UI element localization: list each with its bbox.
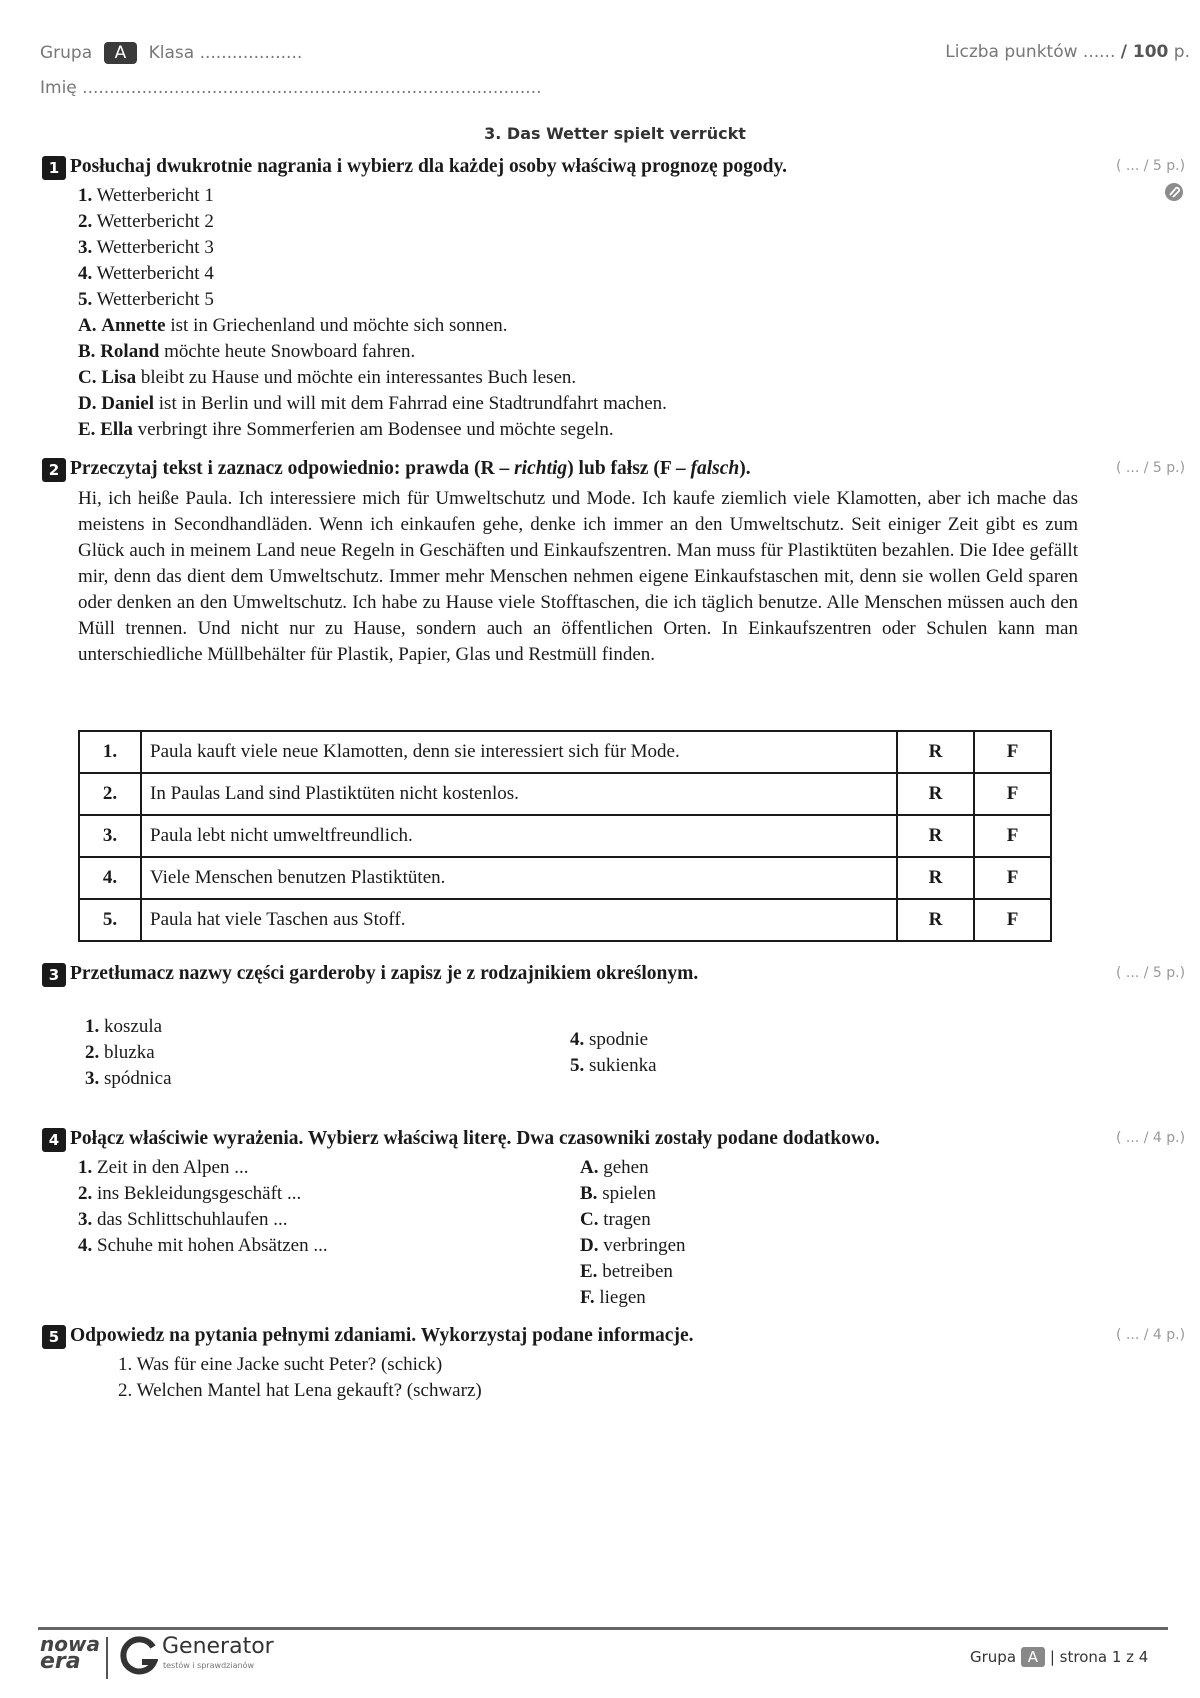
falsch-option[interactable]: F — [974, 815, 1051, 857]
list-item: 5. Wetterbericht 5 — [78, 289, 214, 310]
list-item: 4. Schuhe mit hohen Absätzen ... — [78, 1235, 328, 1256]
task-points: ( ... / 5 p.) — [1116, 460, 1186, 476]
richtig-option[interactable]: R — [897, 857, 974, 899]
task-5-questions — [118, 1352, 482, 1404]
task-points: ( ... / 5 p.) — [1116, 158, 1186, 174]
nowa-era-logo: nowa era — [40, 1632, 100, 1674]
list-item: 1. koszula — [85, 1016, 163, 1037]
list-item: 5. sukienka — [570, 1055, 657, 1076]
footer-page-number: | strona 1 z 4 — [1049, 1648, 1149, 1666]
list-item: 2. Wetterbericht 2 — [78, 211, 214, 232]
list-item: 4. Wetterbericht 4 — [78, 263, 214, 284]
list-item: 2. Welchen Mantel hat Lena gekauft? (schwarz) — [118, 1380, 482, 1401]
class-label: Klasa — [148, 43, 195, 63]
falsch-option[interactable]: F — [974, 899, 1051, 941]
richtig-option[interactable]: R — [897, 899, 974, 941]
name-dots[interactable]: ..................................................................................... — [82, 78, 542, 98]
points-dots[interactable]: ...... — [1082, 42, 1116, 62]
list-item: C. Lisa bleibt zu Hause und möchte ein interessantes Buch lesen. — [78, 367, 577, 388]
list-item: 3. spódnica — [85, 1068, 172, 1089]
list-item: 1. Wetterbericht 1 — [78, 185, 214, 206]
task-2-header — [42, 458, 751, 482]
task-instruction: Przetłumacz nazwy części garderoby i zapisz je z rodzajnikiem określonym. — [70, 963, 699, 984]
list-item: 2. bluzka — [85, 1042, 155, 1063]
points-label: Liczba punktów — [945, 42, 1078, 62]
name-label: Imię — [40, 78, 77, 98]
richtig-option[interactable]: R — [897, 773, 974, 815]
list-item: 1. Was für eine Jacke sucht Peter? (schick) — [118, 1354, 443, 1375]
falsch-option[interactable]: F — [974, 731, 1051, 773]
richtig-option[interactable]: R — [897, 731, 974, 773]
points-suffix: p. — [1173, 42, 1190, 62]
task-4-header — [42, 1128, 880, 1152]
name-field — [40, 78, 542, 98]
generator-logo-subtitle: testów i sprawdzianów — [163, 1661, 254, 1670]
table-row: 2. In Paulas Land sind Plastiktüten nicht kostenlos. R F — [79, 773, 1051, 815]
group-badge: A — [104, 42, 138, 64]
list-item: 3. das Schlittschuhlaufen ... — [78, 1209, 288, 1230]
list-item: C. tragen — [580, 1209, 651, 1230]
footer-logo-divider — [106, 1637, 108, 1679]
table-row: 5. Paula hat viele Taschen aus Stoff. R F — [79, 899, 1051, 941]
task-3-header — [42, 963, 698, 987]
generator-logo-icon — [120, 1636, 158, 1683]
task-instruction: Posłuchaj dwukrotnie nagrania i wybierz dla każdej osoby właściwą prognozę pogody. — [70, 156, 788, 177]
falsch-option[interactable]: F — [974, 857, 1051, 899]
task-number-badge: 2 — [42, 458, 66, 482]
list-item: 2. ins Bekleidungsgeschäft ... — [78, 1183, 302, 1204]
footer-group-label: Grupa — [970, 1648, 1017, 1666]
task-instruction: Odpowiedz na pytania pełnymi zdaniami. Wykorzystaj podane informacje. — [70, 1325, 694, 1346]
task-points: ( ... / 4 p.) — [1116, 1130, 1186, 1146]
points-total: / 100 — [1120, 42, 1169, 62]
list-item: A. gehen — [580, 1157, 649, 1178]
generator-logo-text: Generator — [162, 1634, 274, 1659]
footer-page-info — [970, 1647, 1148, 1667]
list-item: D. verbringen — [580, 1235, 686, 1256]
task-number-badge: 1 — [42, 156, 66, 180]
task-4-left-list — [78, 1155, 328, 1259]
class-dots[interactable]: ................... — [199, 43, 303, 63]
task-points: ( ... / 5 p.) — [1116, 965, 1186, 981]
table-row: 1. Paula kauft viele neue Klamotten, denn sie interessiert sich für Mode. R F — [79, 731, 1051, 773]
list-item: B. spielen — [580, 1183, 657, 1204]
list-item: E. Ella verbringt ihre Sommerferien am Bodensee und möchte segeln. — [78, 419, 614, 440]
task-instruction: Przeczytaj tekst i zaznacz odpowiednio: prawda (R – richtig) lub fałsz (F – falsch). — [70, 458, 751, 479]
true-false-table — [78, 730, 1052, 942]
task-points: ( ... / 4 p.) — [1116, 1327, 1186, 1343]
task-number-badge: 5 — [42, 1325, 66, 1349]
footer-divider — [38, 1627, 1168, 1630]
page-title: 3. Das Wetter spielt verrückt — [484, 124, 746, 143]
audio-clip-icon[interactable] — [1162, 180, 1186, 209]
task-instruction: Połącz właściwie wyrażenia. Wybierz właściwą literę. Dwa czasowniki zostały podane dodatkowo. — [70, 1128, 880, 1149]
list-item: D. Daniel ist in Berlin und will mit dem Fahrrad eine Stadtrundfahrt machen. — [78, 393, 667, 414]
richtig-option[interactable]: R — [897, 815, 974, 857]
points-field — [945, 42, 1190, 62]
list-item: 3. Wetterbericht 3 — [78, 237, 214, 258]
list-item: 1. Zeit in den Alpen ... — [78, 1157, 249, 1178]
task-5-header — [42, 1325, 694, 1349]
list-item: A. Annette ist in Griechenland und möchte sich sonnen. — [78, 315, 508, 336]
footer-group-badge: A — [1021, 1647, 1045, 1667]
falsch-option[interactable]: F — [974, 773, 1051, 815]
task-4-right-list — [580, 1155, 686, 1311]
group-field — [40, 42, 302, 64]
table-row: 3. Paula lebt nicht umweltfreundlich. R F — [79, 815, 1051, 857]
list-item: F. liegen — [580, 1287, 646, 1308]
task-1-numbered-list — [78, 183, 667, 443]
task-1-header — [42, 156, 787, 180]
list-item: E. betreiben — [580, 1261, 673, 1282]
task-3-left-list — [85, 1014, 172, 1092]
group-label: Grupa — [40, 43, 93, 63]
table-row: 4. Viele Menschen benutzen Plastiktüten. R F — [79, 857, 1051, 899]
reading-text: Hi, ich heiße Paula. Ich interessiere mich für Umweltschutz und Mode. Ich kaufe ziemlich viele Klamotten, aber ich mache das meistens in Secondhandläden. Wenn ich einkaufen gehe, denke ich immer an den Umweltschutz. Seit einiger Zeit gibt es zum Glück auch in meinem Land neue Regeln in Geschäften und Einkaufszentren. Man muss für Plastiktüten bezahlen. Die Idee gefällt mir, denn das dient dem Umweltschutz. Immer mehr Menschen nehmen eigene Einkaufstaschen mit, denn sie wollen Geld sparen oder denken an den Umweltschutz. Ich habe zu Hause viele Stofftaschen, die ich täglich benutze. Alle Menschen müssen auch den Müll trennen. Und nicht nur zu Hause, sondern auch an öffentlichen Orten. In Einkaufszentren oder Schulen kann man unterschiedliche Müllbehälter für Plastik, Papier, Glas und Restmüll finden. — [78, 488, 1078, 665]
task-number-badge: 4 — [42, 1128, 66, 1152]
list-item: B. Roland möchte heute Snowboard fahren. — [78, 341, 416, 362]
task-number-badge: 3 — [42, 963, 66, 987]
task-3-right-list — [570, 1027, 657, 1079]
list-item: 4. spodnie — [570, 1029, 649, 1050]
